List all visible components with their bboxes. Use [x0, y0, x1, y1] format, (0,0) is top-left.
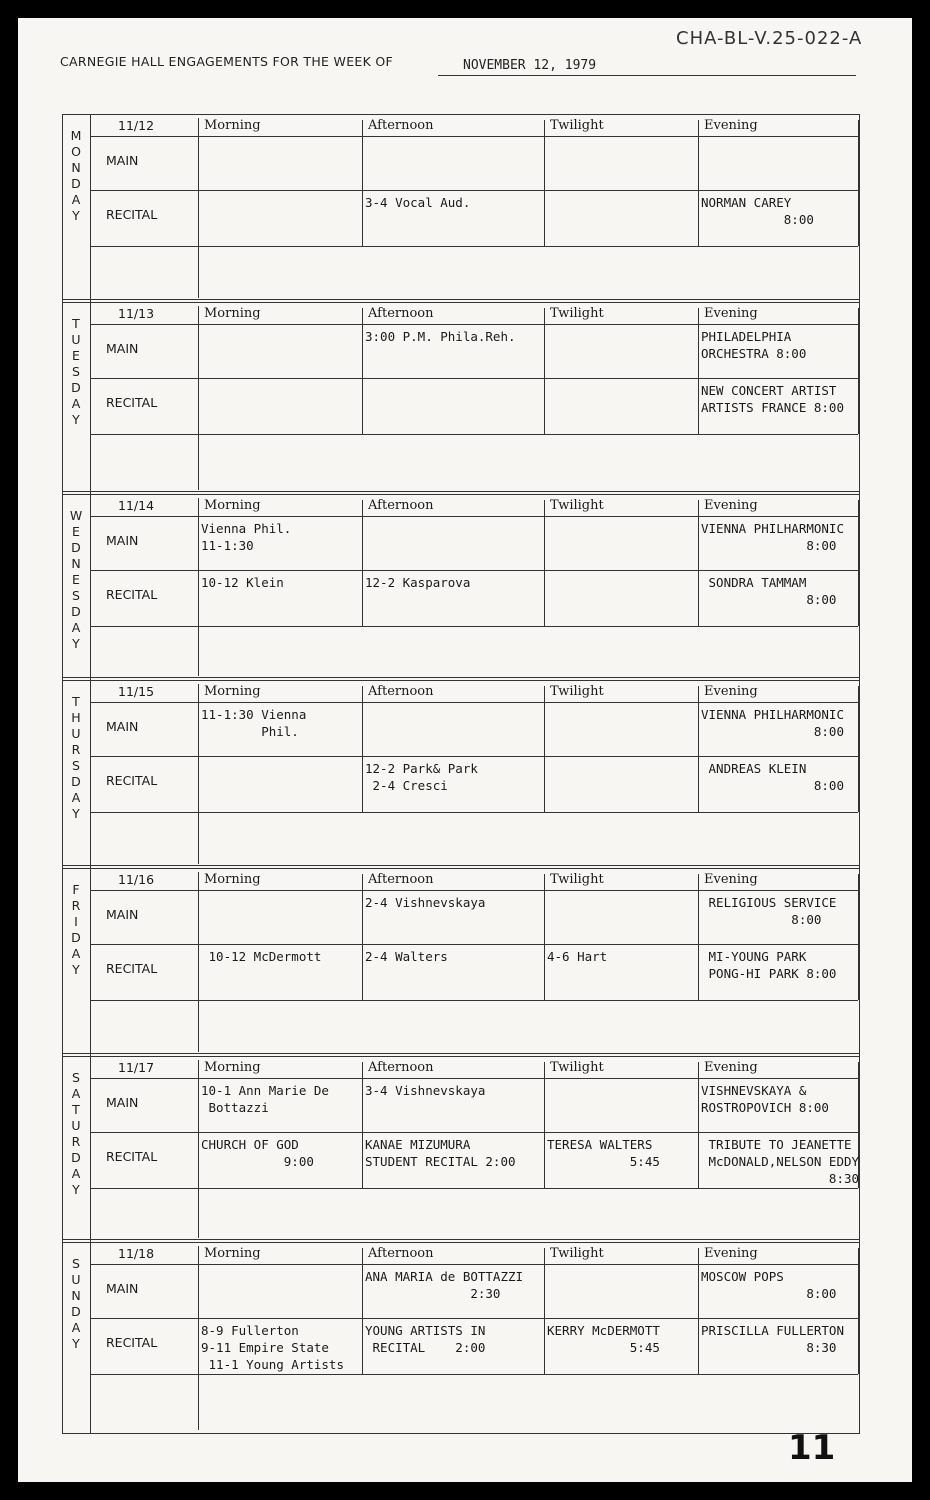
cell-recital-evening: MI-YOUNG PARK PONG-HI PARK 8:00	[708, 949, 837, 981]
day-name-sunday: S U N D A Y	[71, 1256, 81, 1351]
day-separator	[62, 1056, 860, 1057]
day-name-saturday: S A T U R D A Y	[71, 1070, 81, 1197]
cell-recital-afternoon: YOUNG ARTISTS IN RECITAL 2:00	[365, 1323, 486, 1355]
row-divider	[90, 434, 858, 435]
day-name-friday: F R I D A Y	[71, 882, 81, 977]
cell-recital-afternoon: 12-2 Kasparova	[365, 575, 471, 590]
row-label-recital: RECITAL	[106, 1149, 158, 1164]
row-label-recital: RECITAL	[106, 587, 158, 602]
column-header-morning: Morning	[204, 498, 261, 513]
time-column-divider	[544, 686, 545, 812]
row-divider	[90, 1000, 858, 1001]
time-column-divider	[858, 120, 859, 246]
day-column-divider	[90, 302, 91, 494]
label-column-divider	[198, 498, 199, 676]
cell-main-afternoon: 3:00 P.M. Phila.Reh.	[365, 329, 516, 344]
day-separator	[62, 868, 860, 869]
time-column-divider	[858, 500, 859, 626]
row-divider	[90, 1374, 858, 1375]
day-separator	[62, 1242, 860, 1243]
cell-main-evening: RELIGIOUS SERVICE 8:00	[708, 895, 837, 927]
column-header-evening: Evening	[704, 1060, 758, 1075]
label-column-divider	[198, 872, 199, 1052]
time-column-divider	[544, 500, 545, 626]
label-column-divider	[198, 1060, 199, 1238]
day-separator	[62, 494, 860, 495]
time-column-divider	[362, 686, 363, 812]
day-separator	[62, 865, 860, 866]
header-title: CARNEGIE HALL ENGAGEMENTS FOR THE WEEK OF	[60, 54, 393, 69]
row-label-main: MAIN	[106, 341, 139, 356]
column-header-morning: Morning	[204, 306, 261, 321]
column-header-evening: Evening	[704, 872, 758, 887]
cell-main-morning: Vienna Phil. 11-1:30	[201, 521, 292, 553]
column-header-morning: Morning	[204, 1246, 261, 1261]
column-header-twilight: Twilight	[550, 118, 604, 133]
time-column-divider	[858, 686, 859, 812]
day-date: 11/17	[118, 1060, 155, 1075]
cell-recital-evening: PRISCILLA FULLERTON 8:30	[701, 1323, 844, 1355]
row-label-recital: RECITAL	[106, 207, 158, 222]
cell-recital-afternoon: KANAE MIZUMURA STUDENT RECITAL 2:00	[365, 1137, 516, 1169]
day-name-wednesday: W E D N E S D A Y	[69, 508, 83, 651]
cell-recital-morning: 10-12 Klein	[201, 575, 284, 590]
row-label-main: MAIN	[106, 533, 139, 548]
day-column-divider	[90, 1242, 91, 1434]
time-column-divider	[362, 1062, 363, 1188]
time-column-divider	[362, 500, 363, 626]
day-separator	[62, 491, 860, 492]
row-divider	[90, 1078, 858, 1079]
row-divider	[90, 626, 858, 627]
column-header-afternoon: Afternoon	[368, 498, 434, 513]
cell-recital-evening: SONDRA TAMMAM 8:00	[708, 575, 837, 607]
day-column-divider	[90, 868, 91, 1056]
row-divider	[90, 812, 858, 813]
column-header-twilight: Twilight	[550, 1060, 604, 1075]
cell-recital-twilight: 4-6 Hart	[547, 949, 608, 964]
day-separator	[62, 1239, 860, 1240]
day-column-divider	[90, 1056, 91, 1242]
cell-recital-morning: 8-9 Fullerton 9-11 Empire State 11-1 Young Artists	[201, 1323, 344, 1372]
row-divider	[90, 756, 858, 757]
row-divider	[90, 570, 858, 571]
day-separator	[62, 302, 860, 303]
row-divider	[90, 1318, 858, 1319]
row-divider	[90, 944, 858, 945]
time-column-divider	[698, 874, 699, 1000]
cell-recital-afternoon: 12-2 Park& Park 2-4 Cresci	[365, 761, 478, 793]
archive-id: CHA-BL-V.25-022-A	[676, 28, 863, 49]
day-date: 11/13	[118, 306, 155, 321]
column-header-afternoon: Afternoon	[368, 684, 434, 699]
cell-main-morning: 10-1 Ann Marie De Bottazzi	[201, 1083, 329, 1115]
row-label-recital: RECITAL	[106, 961, 158, 976]
column-header-evening: Evening	[704, 498, 758, 513]
time-column-divider	[858, 1248, 859, 1374]
time-column-divider	[698, 308, 699, 434]
column-header-evening: Evening	[704, 684, 758, 699]
day-separator	[62, 299, 860, 300]
column-header-afternoon: Afternoon	[368, 118, 434, 133]
cell-recital-afternoon: 2-4 Walters	[365, 949, 448, 964]
column-header-twilight: Twilight	[550, 498, 604, 513]
cell-recital-evening: ANDREAS KLEIN 8:00	[708, 761, 844, 793]
column-header-afternoon: Afternoon	[368, 872, 434, 887]
time-column-divider	[362, 874, 363, 1000]
day-date: 11/14	[118, 498, 155, 513]
day-column-divider	[90, 680, 91, 868]
column-header-morning: Morning	[204, 1060, 261, 1075]
header-week-underline	[438, 75, 856, 76]
cell-main-afternoon: 3-4 Vishnevskaya	[365, 1083, 486, 1098]
column-header-twilight: Twilight	[550, 1246, 604, 1261]
column-header-twilight: Twilight	[550, 684, 604, 699]
cell-recital-evening: NORMAN CAREY 8:00	[701, 195, 814, 227]
row-divider	[90, 246, 858, 247]
time-column-divider	[362, 308, 363, 434]
time-column-divider	[544, 120, 545, 246]
time-column-divider	[544, 1248, 545, 1374]
time-column-divider	[858, 874, 859, 1000]
row-label-recital: RECITAL	[106, 395, 158, 410]
time-column-divider	[858, 308, 859, 434]
row-label-main: MAIN	[106, 1281, 139, 1296]
row-divider	[90, 136, 858, 137]
row-divider	[90, 190, 858, 191]
row-divider	[90, 1264, 858, 1265]
cell-recital-morning: 10-12 McDermott	[201, 949, 322, 964]
column-header-twilight: Twilight	[550, 872, 604, 887]
time-column-divider	[544, 874, 545, 1000]
day-column-divider	[90, 114, 91, 302]
cell-main-evening: VIENNA PHILHARMONIC 8:00	[701, 707, 844, 739]
column-header-twilight: Twilight	[550, 306, 604, 321]
label-column-divider	[198, 1246, 199, 1430]
label-column-divider	[198, 118, 199, 298]
cell-main-evening: VISHNEVSKAYA & ROSTROPOVICH 8:00	[701, 1083, 829, 1115]
header-week: NOVEMBER 12, 1979	[463, 58, 597, 73]
column-header-afternoon: Afternoon	[368, 306, 434, 321]
cell-recital-evening: NEW CONCERT ARTIST ARTISTS FRANCE 8:00	[701, 383, 844, 415]
time-column-divider	[698, 686, 699, 812]
row-divider	[90, 378, 858, 379]
day-name-tuesday: T U E S D A Y	[71, 316, 81, 427]
time-column-divider	[698, 1062, 699, 1188]
row-divider	[90, 1132, 858, 1133]
row-label-main: MAIN	[106, 1095, 139, 1110]
row-divider	[90, 1188, 858, 1189]
column-header-afternoon: Afternoon	[368, 1246, 434, 1261]
time-column-divider	[698, 500, 699, 626]
row-divider	[90, 702, 858, 703]
cell-main-afternoon: ANA MARIA de BOTTAZZI 2:30	[365, 1269, 524, 1301]
day-name-monday: M O N D A Y	[70, 128, 82, 223]
column-header-morning: Morning	[204, 118, 261, 133]
cell-main-evening: PHILADELPHIA ORCHESTRA 8:00	[701, 329, 807, 361]
row-label-main: MAIN	[106, 153, 139, 168]
row-label-main: MAIN	[106, 907, 139, 922]
cell-main-evening: MOSCOW POPS 8:00	[701, 1269, 837, 1301]
row-divider	[90, 324, 858, 325]
time-column-divider	[698, 1248, 699, 1374]
cell-main-afternoon: 2-4 Vishnevskaya	[365, 895, 486, 910]
cell-recital-afternoon: 3-4 Vocal Aud.	[365, 195, 471, 210]
cell-main-evening: VIENNA PHILHARMONIC 8:00	[701, 521, 844, 553]
day-name-thursday: T H U R S D A Y	[71, 694, 81, 821]
day-column-divider	[90, 494, 91, 680]
time-column-divider	[362, 1248, 363, 1374]
cell-recital-morning: CHURCH OF GOD 9:00	[201, 1137, 314, 1169]
day-date: 11/12	[118, 118, 155, 133]
page-number: 11	[788, 1428, 836, 1468]
label-column-divider	[198, 306, 199, 490]
day-date: 11/18	[118, 1246, 155, 1261]
column-header-morning: Morning	[204, 684, 261, 699]
cell-recital-evening: TRIBUTE TO JEANETTE McDONALD,NELSON EDDY 8:30	[708, 1137, 860, 1186]
column-header-evening: Evening	[704, 1246, 758, 1261]
day-separator	[62, 677, 860, 678]
column-header-morning: Morning	[204, 872, 261, 887]
row-divider	[90, 516, 858, 517]
label-column-divider	[198, 684, 199, 864]
time-column-divider	[698, 120, 699, 246]
cell-recital-twilight: TERESA WALTERS 5:45	[547, 1137, 660, 1169]
cell-recital-twilight: KERRY McDERMOTT 5:45	[547, 1323, 660, 1355]
time-column-divider	[362, 120, 363, 246]
time-column-divider	[544, 1062, 545, 1188]
column-header-evening: Evening	[704, 118, 758, 133]
row-label-recital: RECITAL	[106, 773, 158, 788]
cell-main-morning: 11-1:30 Vienna Phil.	[201, 707, 307, 739]
column-header-afternoon: Afternoon	[368, 1060, 434, 1075]
day-separator	[62, 680, 860, 681]
row-divider	[90, 890, 858, 891]
day-separator	[62, 1053, 860, 1054]
day-date: 11/15	[118, 684, 155, 699]
row-label-main: MAIN	[106, 719, 139, 734]
row-label-recital: RECITAL	[106, 1335, 158, 1350]
day-date: 11/16	[118, 872, 155, 887]
time-column-divider	[544, 308, 545, 434]
column-header-evening: Evening	[704, 306, 758, 321]
